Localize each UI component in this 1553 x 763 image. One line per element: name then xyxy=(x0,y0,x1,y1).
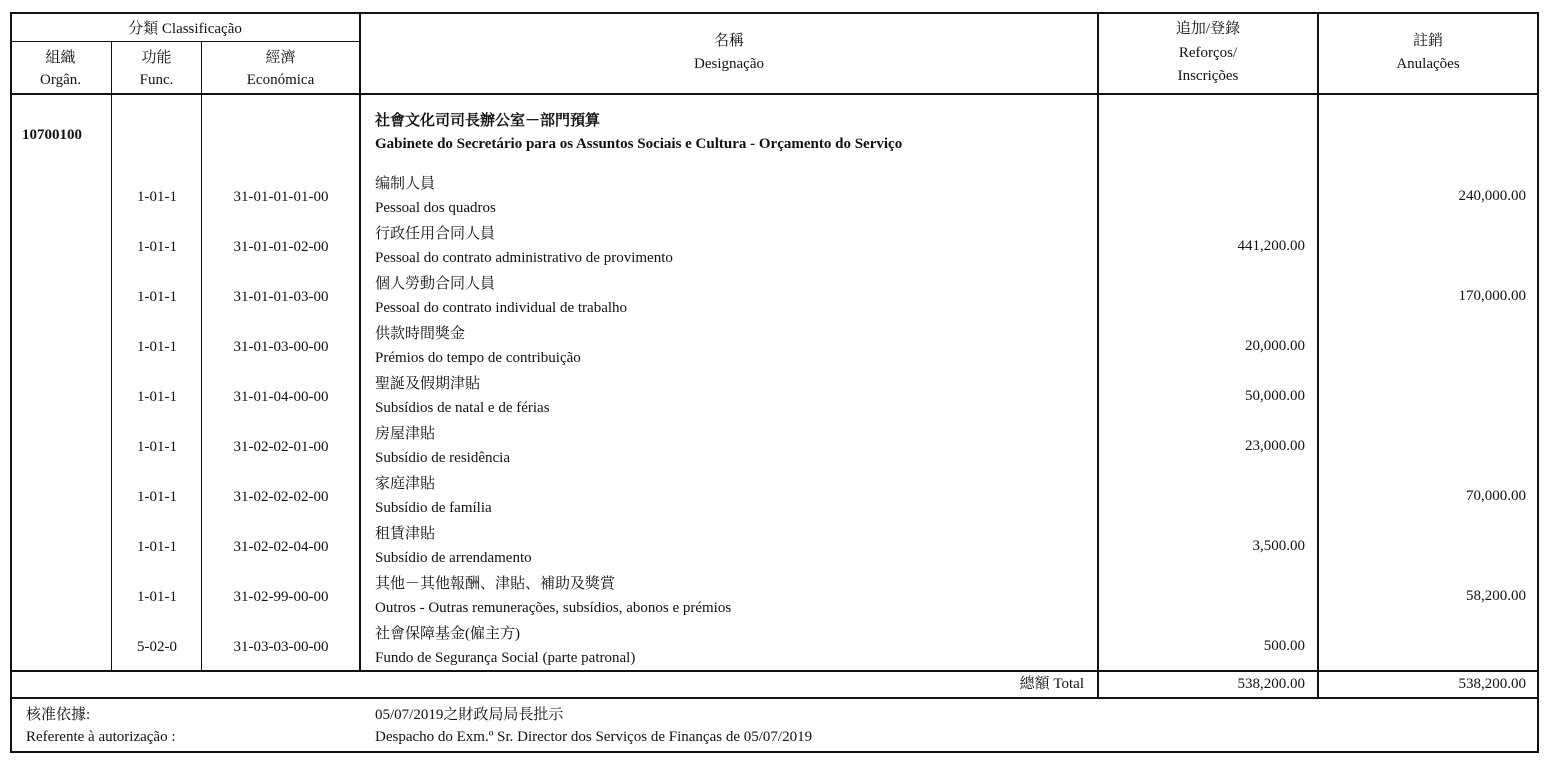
organ-header-pt: Orgân. xyxy=(40,72,81,88)
func-code: 1-01-1 xyxy=(137,439,177,455)
table-row xyxy=(0,621,1553,671)
item-name-zh: 房屋津貼 xyxy=(375,426,436,442)
authorization-label-zh: 核准依據: xyxy=(26,707,91,723)
item-name-zh: 编制人員 xyxy=(375,176,436,192)
header-divider xyxy=(10,93,1538,95)
item-name-zh: 租賃津貼 xyxy=(375,526,436,542)
item-name-pt: Subsídio de residência xyxy=(375,450,510,466)
organ-code: 10700100 xyxy=(22,127,82,143)
item-name-pt: Pessoal dos quadros xyxy=(375,200,496,216)
table-border-top xyxy=(10,12,1538,14)
organ-name-zh: 社會文化司司長辦公室－部門預算 xyxy=(375,113,601,129)
item-name-zh: 個人勞動合同人員 xyxy=(375,276,496,292)
func-code: 1-01-1 xyxy=(137,589,177,605)
econ-code: 31-01-01-03-00 xyxy=(233,289,329,305)
authorization-text-pt: Despacho do Exm.º Sr. Director dos Serviços de Finanças de 05/07/2019 xyxy=(375,729,813,745)
organ-header-zh: 組織 xyxy=(45,50,76,66)
func-code: 1-01-1 xyxy=(137,389,177,405)
item-name-zh: 其他－其他報酬、津貼、補助及獎賞 xyxy=(375,576,616,592)
reforco-value: 50,000.00 xyxy=(1245,388,1305,404)
item-name-pt: Subsídio de família xyxy=(375,500,492,516)
table-row xyxy=(0,271,1553,321)
designation-header-zh: 名稱 xyxy=(713,33,744,49)
authorization-text-zh: 05/07/2019之財政局局長批示 xyxy=(375,707,564,723)
func-code: 1-01-1 xyxy=(137,189,177,205)
item-name-pt: Pessoal do contrato administrativo de provimento xyxy=(375,250,673,266)
func-header-pt: Func. xyxy=(139,72,174,88)
func-code: 1-01-1 xyxy=(137,489,177,505)
func-code: 1-01-1 xyxy=(137,289,177,305)
total-reforcos: 538,200.00 xyxy=(1237,676,1305,692)
total-bottom-line xyxy=(10,697,1538,699)
anulacao-value: 70,000.00 xyxy=(1466,488,1526,504)
reforcos-header-pt1: Reforços/ xyxy=(1178,45,1238,61)
reforco-value: 500.00 xyxy=(1263,638,1305,654)
table-row xyxy=(0,421,1553,471)
reforco-value: 3,500.00 xyxy=(1252,538,1305,554)
item-name-pt: Prémios do tempo de contribuição xyxy=(375,350,581,366)
authorization-label-pt: Referente à autorização : xyxy=(26,729,176,745)
total-label: 總額 Total xyxy=(1019,676,1084,692)
anulacao-value: 170,000.00 xyxy=(1458,288,1526,304)
item-name-pt: Subsídios de natal e de férias xyxy=(375,400,550,416)
item-name-zh: 社會保障基金(僱主方) xyxy=(375,626,520,642)
item-name-zh: 聖誕及假期津貼 xyxy=(375,376,481,392)
total-anulacoes: 538,200.00 xyxy=(1458,676,1526,692)
designation-header-pt: Designação xyxy=(694,56,764,72)
econ-header-zh: 經濟 xyxy=(265,50,296,66)
table-row xyxy=(0,371,1553,421)
table-row xyxy=(0,471,1553,521)
table-row xyxy=(0,321,1553,371)
anulacoes-header-zh: 註銷 xyxy=(1412,33,1443,49)
item-name-pt: Subsídio de arrendamento xyxy=(375,550,532,566)
econ-code: 31-02-99-00-00 xyxy=(233,589,329,605)
item-name-pt: Pessoal do contrato individual de trabalho xyxy=(375,300,628,316)
econ-code: 31-01-04-00-00 xyxy=(233,389,329,405)
reforcos-header-zh: 追加/登錄 xyxy=(1175,21,1241,37)
anulacao-value: 240,000.00 xyxy=(1458,188,1526,204)
econ-code: 31-02-02-02-00 xyxy=(233,489,329,505)
item-name-zh: 行政任用合同人員 xyxy=(375,226,496,242)
organ-name-pt: Gabinete do Secretário para os Assuntos Sociais e Cultura - Orçamento do Serviço xyxy=(375,136,903,152)
table-row xyxy=(0,571,1553,621)
classification-divider xyxy=(10,41,360,42)
anulacoes-header-pt: Anulações xyxy=(1396,56,1460,72)
table-row xyxy=(0,221,1553,271)
item-name-zh: 供款時間獎金 xyxy=(375,326,466,342)
econ-header-pt: Económica xyxy=(246,72,315,88)
func-code: 1-01-1 xyxy=(137,239,177,255)
econ-code: 31-02-02-01-00 xyxy=(233,439,329,455)
func-code: 1-01-1 xyxy=(137,339,177,355)
classification-header: 分類 Classificação xyxy=(128,21,242,37)
item-name-zh: 家庭津貼 xyxy=(375,476,436,492)
func-header-zh: 功能 xyxy=(141,50,172,66)
econ-code: 31-01-01-02-00 xyxy=(233,239,329,255)
func-code: 5-02-0 xyxy=(137,639,177,655)
econ-code: 31-01-01-01-00 xyxy=(233,189,329,205)
reforco-value: 23,000.00 xyxy=(1245,438,1305,454)
table-border-bottom xyxy=(10,751,1539,753)
anulacao-value: 58,200.00 xyxy=(1466,588,1526,604)
econ-code: 31-03-03-00-00 xyxy=(233,639,329,655)
reforcos-header-pt2: Inscrições xyxy=(1177,68,1239,84)
item-name-pt: Fundo de Segurança Social (parte patronal) xyxy=(375,650,636,666)
reforco-value: 20,000.00 xyxy=(1245,338,1305,354)
item-name-pt: Outros - Outras remunerações, subsídios, abonos e prémios xyxy=(375,600,732,616)
func-code: 1-01-1 xyxy=(137,539,177,555)
econ-code: 31-01-03-00-00 xyxy=(233,339,329,355)
econ-code: 31-02-02-04-00 xyxy=(233,539,329,555)
reforco-value: 441,200.00 xyxy=(1237,238,1305,254)
table-row xyxy=(0,171,1553,221)
table-row xyxy=(0,521,1553,571)
